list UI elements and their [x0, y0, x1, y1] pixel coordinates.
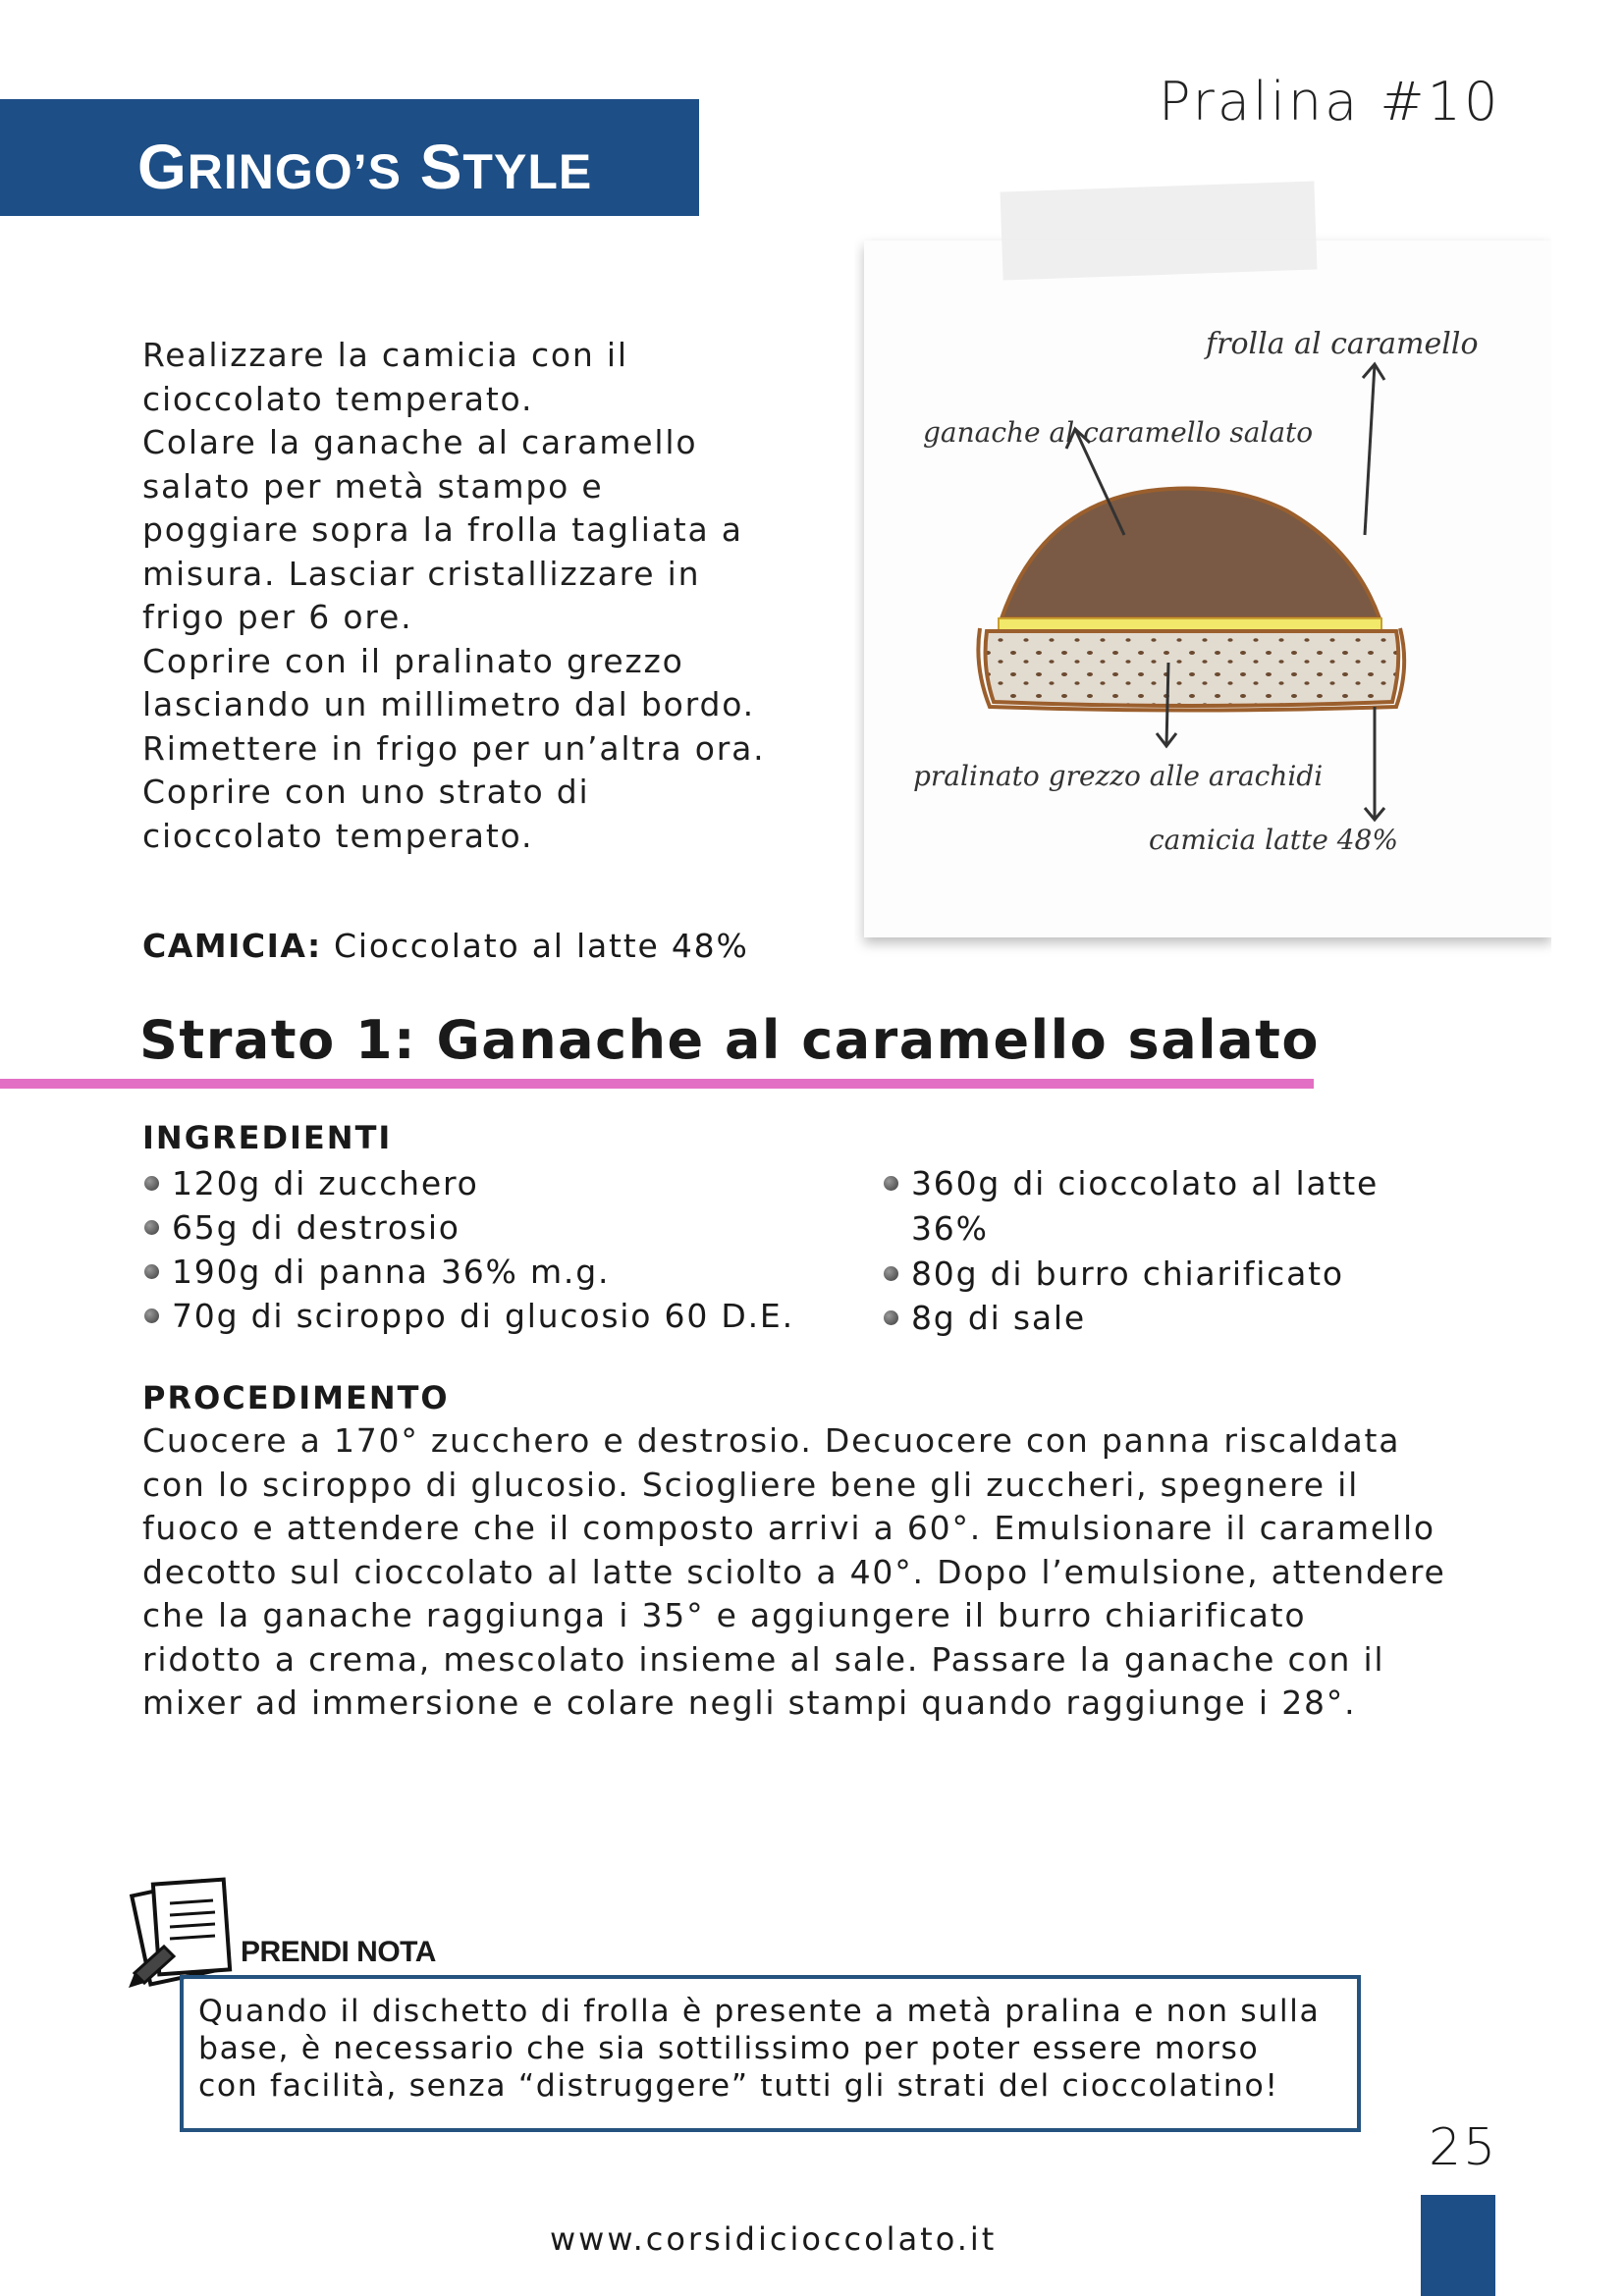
ingredient-item: 120g di zucchero: [142, 1161, 849, 1205]
procedure-line: Cuocere a 170° zucchero e destrosio. Decuocere con panna riscaldata: [142, 1421, 1401, 1460]
note-text: [198, 1993, 1357, 2105]
label-ganache: ganache al caramello salato: [923, 416, 1314, 449]
bullet-icon: [144, 1264, 159, 1279]
pralinato-layer: [986, 631, 1399, 706]
label-camicia: camicia latte 48%: [1149, 824, 1398, 856]
intro-paragraph: [142, 334, 810, 858]
camicia-line: [142, 927, 749, 965]
procedure-label: PROCEDIMENTO: [142, 1379, 450, 1416]
procedure-line: decotto sul cioccolato al latte sciolto a 40°. Dopo l’emulsione, attendere: [142, 1552, 1446, 1591]
ingredients-list-left: [142, 1161, 849, 1338]
bullet-icon: [144, 1220, 159, 1235]
procedure-line: fuoco e attendere che il composto arrivi a 60°. Emulsionare il caramello: [142, 1509, 1435, 1547]
heading-underline: [0, 1079, 1314, 1089]
ingredient-item: 70g di sciroppo di glucosio 60 D.E.: [142, 1294, 849, 1338]
ingredient-item: 65g di destrosio: [142, 1205, 849, 1250]
page-tab-marker: [1421, 2195, 1495, 2296]
intro-line: cioccolato temperato.: [142, 816, 534, 855]
procedure-text: [142, 1419, 1517, 1726]
ingredient-item: 80g di burro chiarificato: [882, 1252, 1432, 1296]
footer-url: www.corsidicioccolato.it: [550, 2220, 998, 2258]
intro-line: Rimettere in frigo per un’altra ora.: [142, 728, 766, 768]
procedure-line: ridotto a crema, mescolato insieme al sale. Passare la ganache con il: [142, 1639, 1385, 1679]
page-number: 25: [1429, 2118, 1498, 2177]
camicia-label: CAMICIA:: [142, 927, 322, 965]
intro-line: poggiare sopra la frolla tagliata a: [142, 510, 743, 549]
layer-heading: Strato 1: Ganache al caramello salato: [139, 1009, 1320, 1071]
procedure-line: con lo sciroppo di glucosio. Sciogliere bene gli zuccheri, spegnere il: [142, 1465, 1360, 1504]
tape-strip: [1001, 181, 1318, 280]
note-line: Quando il dischetto di frolla è presente a metà pralina e non sulla: [198, 1994, 1321, 2029]
bullet-icon: [144, 1176, 159, 1191]
ingredients-label: INGREDIENTI: [142, 1119, 393, 1156]
note-line: con facilità, senza “distruggere” tutti gli strati del cioccolatino!: [198, 2068, 1279, 2104]
intro-line: cioccolato temperato.: [142, 379, 534, 418]
page-title: GRINGO’S STYLE: [137, 132, 593, 202]
ingredient-item: 360g di cioccolato al latte 36%: [882, 1161, 1432, 1252]
bullet-icon: [144, 1308, 159, 1323]
bullet-icon: [884, 1176, 898, 1191]
ingredient-item: 8g di sale: [882, 1296, 1432, 1340]
intro-line: Realizzare la camicia con il: [142, 336, 628, 374]
procedure-line: che la ganache raggiunga i 35° e aggiungere il burro chiarificato: [142, 1596, 1307, 1634]
intro-line: Colare la ganache al caramello: [142, 423, 698, 461]
intro-line: Coprire con il pralinato grezzo: [142, 641, 684, 680]
intro-line: lasciando un millimetro dal bordo.: [142, 685, 755, 723]
label-frolla: frolla al caramello: [1206, 327, 1479, 361]
bullet-icon: [884, 1266, 898, 1281]
note-line: base, è necessario che sia sottilissimo per poter essere morso: [198, 2031, 1260, 2066]
label-pralinato: pralinato grezzo alle arachidi: [913, 760, 1324, 792]
intro-line: misura. Lasciar cristallizzare in: [142, 554, 701, 593]
intro-line: frigo per 6 ore.: [142, 598, 413, 636]
ingredient-item: 190g di panna 36% m.g.: [142, 1250, 849, 1294]
praline-number: Pralina #10: [1159, 71, 1501, 133]
bullet-icon: [884, 1310, 898, 1325]
praline-cross-section-figure: [854, 172, 1551, 962]
procedure-line: mixer ad immersione e colare negli stampi quando raggiunge i 28°.: [142, 1683, 1357, 1722]
intro-line: salato per metà stampo e: [142, 466, 604, 506]
intro-line: Coprire con uno strato di: [142, 773, 590, 811]
camicia-value: Cioccolato al latte 48%: [334, 927, 749, 965]
ingredients-list-right: [882, 1161, 1432, 1340]
note-label: PRENDI NOTA: [241, 1936, 436, 1968]
